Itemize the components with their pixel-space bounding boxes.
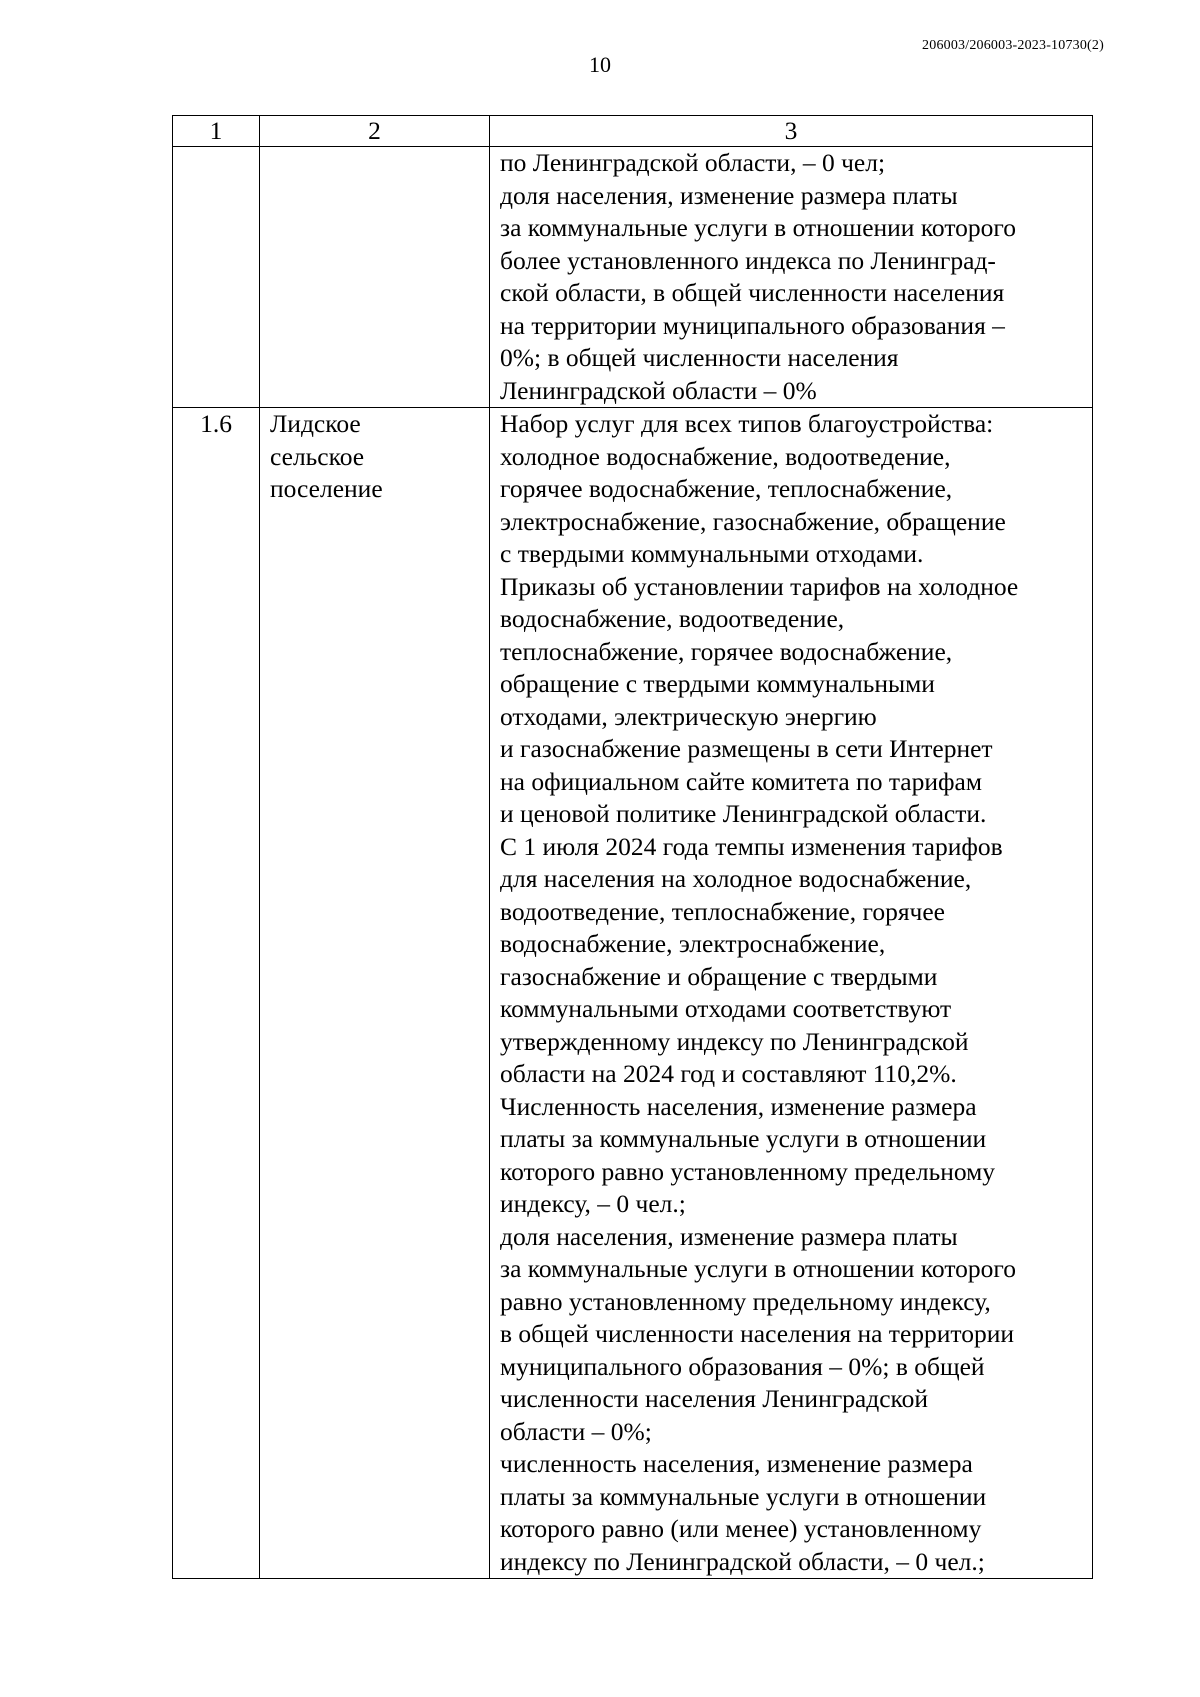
- text-line: газоснабжение и обращение с твердыми: [500, 961, 938, 991]
- text-line: с твердыми коммунальными отходами.: [500, 539, 924, 568]
- text-line: за коммунальные услуги в отношении которого: [500, 213, 1016, 242]
- document-id: 206003/206003-2023-10730(2): [922, 38, 1104, 53]
- settlement-name-cell: [260, 408, 490, 1579]
- text-line: на территории муниципального образования –: [500, 310, 1005, 340]
- text-line: в общей численности населения на территории: [500, 1319, 1015, 1348]
- text-line: для населения на холодное водоснабжение,: [500, 864, 972, 893]
- text-line: Численность населения, изменение размера: [500, 1091, 977, 1121]
- text-line: Лидское: [270, 409, 361, 438]
- text-line: отходами, электрическую энергию: [500, 701, 877, 731]
- text-line: водоснабжение, водоотведение,: [500, 604, 845, 633]
- text-line: водоотведение, теплоснабжение, горячее: [500, 896, 946, 926]
- text-line: ской области, в общей численности населения: [500, 278, 1005, 307]
- text-line: платы за коммунальные услуги в отношении: [500, 1124, 987, 1153]
- text-line: электроснабжение, газоснабжение, обращение: [500, 506, 1006, 536]
- column-header-2: 2: [260, 116, 490, 147]
- text-line: по Ленинградской области, – 0 чел;: [500, 148, 886, 177]
- column-header-3: 3: [490, 116, 1093, 147]
- text-line: коммунальными отходами соответствуют: [500, 994, 952, 1023]
- tariff-table: [172, 115, 1093, 1579]
- text-line: муниципального образования – 0%; в общей: [500, 1351, 985, 1381]
- table-row: [173, 147, 1093, 408]
- text-line: и газоснабжение размещены в сети Интернет: [500, 734, 993, 763]
- settlement-name-cell: [260, 147, 490, 408]
- text-line: которого равно (или менее) установленному: [500, 1514, 982, 1543]
- text-line: равно установленному предельному индексу,: [500, 1286, 991, 1316]
- table-row: [173, 408, 1093, 1579]
- text-line: доля населения, изменение размера платы: [500, 180, 958, 210]
- text-line: С 1 июля 2024 года темпы изменения тарифов: [500, 831, 1003, 861]
- text-line: теплоснабжение, горячее водоснабжение,: [500, 636, 953, 666]
- description-cell: [490, 147, 1093, 408]
- text-line: индексу по Ленинградской области, – 0 чел.;: [500, 1546, 985, 1576]
- description-cell: [490, 408, 1093, 1579]
- text-line: холодное водоснабжение, водоотведение,: [500, 441, 951, 471]
- table-header-row: [173, 116, 1093, 147]
- text-line: численность населения, изменение размера: [500, 1449, 973, 1478]
- row-number-cell: 1.6: [173, 408, 260, 1579]
- page-number: 10: [589, 52, 611, 77]
- text-line: области – 0%;: [500, 1416, 652, 1446]
- text-line: платы за коммунальные услуги в отношении: [500, 1481, 987, 1511]
- row-number-cell: [173, 147, 260, 408]
- text-line: Приказы об установлении тарифов на холодное: [500, 571, 1019, 601]
- text-line: индексу, – 0 чел.;: [500, 1189, 686, 1218]
- text-line: поселение: [270, 474, 383, 503]
- text-line: области на 2024 год и составляют 110,2%.: [500, 1059, 957, 1088]
- text-line: и ценовой политике Ленинградской области.: [500, 799, 987, 828]
- text-line: обращение с твердыми коммунальными: [500, 669, 935, 698]
- text-line: численности населения Ленинградской: [500, 1384, 929, 1413]
- text-line: водоснабжение, электроснабжение,: [500, 929, 886, 958]
- text-line: утвержденному индексу по Ленинградской: [500, 1026, 969, 1056]
- text-line: 0%; в общей численности населения: [500, 343, 899, 372]
- text-line: сельское: [270, 441, 365, 471]
- column-header-1: 1: [173, 116, 260, 147]
- text-line: более установленного индекса по Ленинград-: [500, 245, 996, 275]
- text-line: Набор услуг для всех типов благоустройства:: [500, 409, 994, 438]
- text-line: за коммунальные услуги в отношении которого: [500, 1254, 1016, 1283]
- text-line: Ленинградской области – 0%: [500, 375, 817, 405]
- text-line: которого равно установленному предельному: [500, 1156, 996, 1186]
- text-line: на официальном сайте комитета по тарифам: [500, 766, 982, 796]
- text-line: доля населения, изменение размера платы: [500, 1221, 958, 1251]
- text-line: горячее водоснабжение, теплоснабжение,: [500, 474, 953, 503]
